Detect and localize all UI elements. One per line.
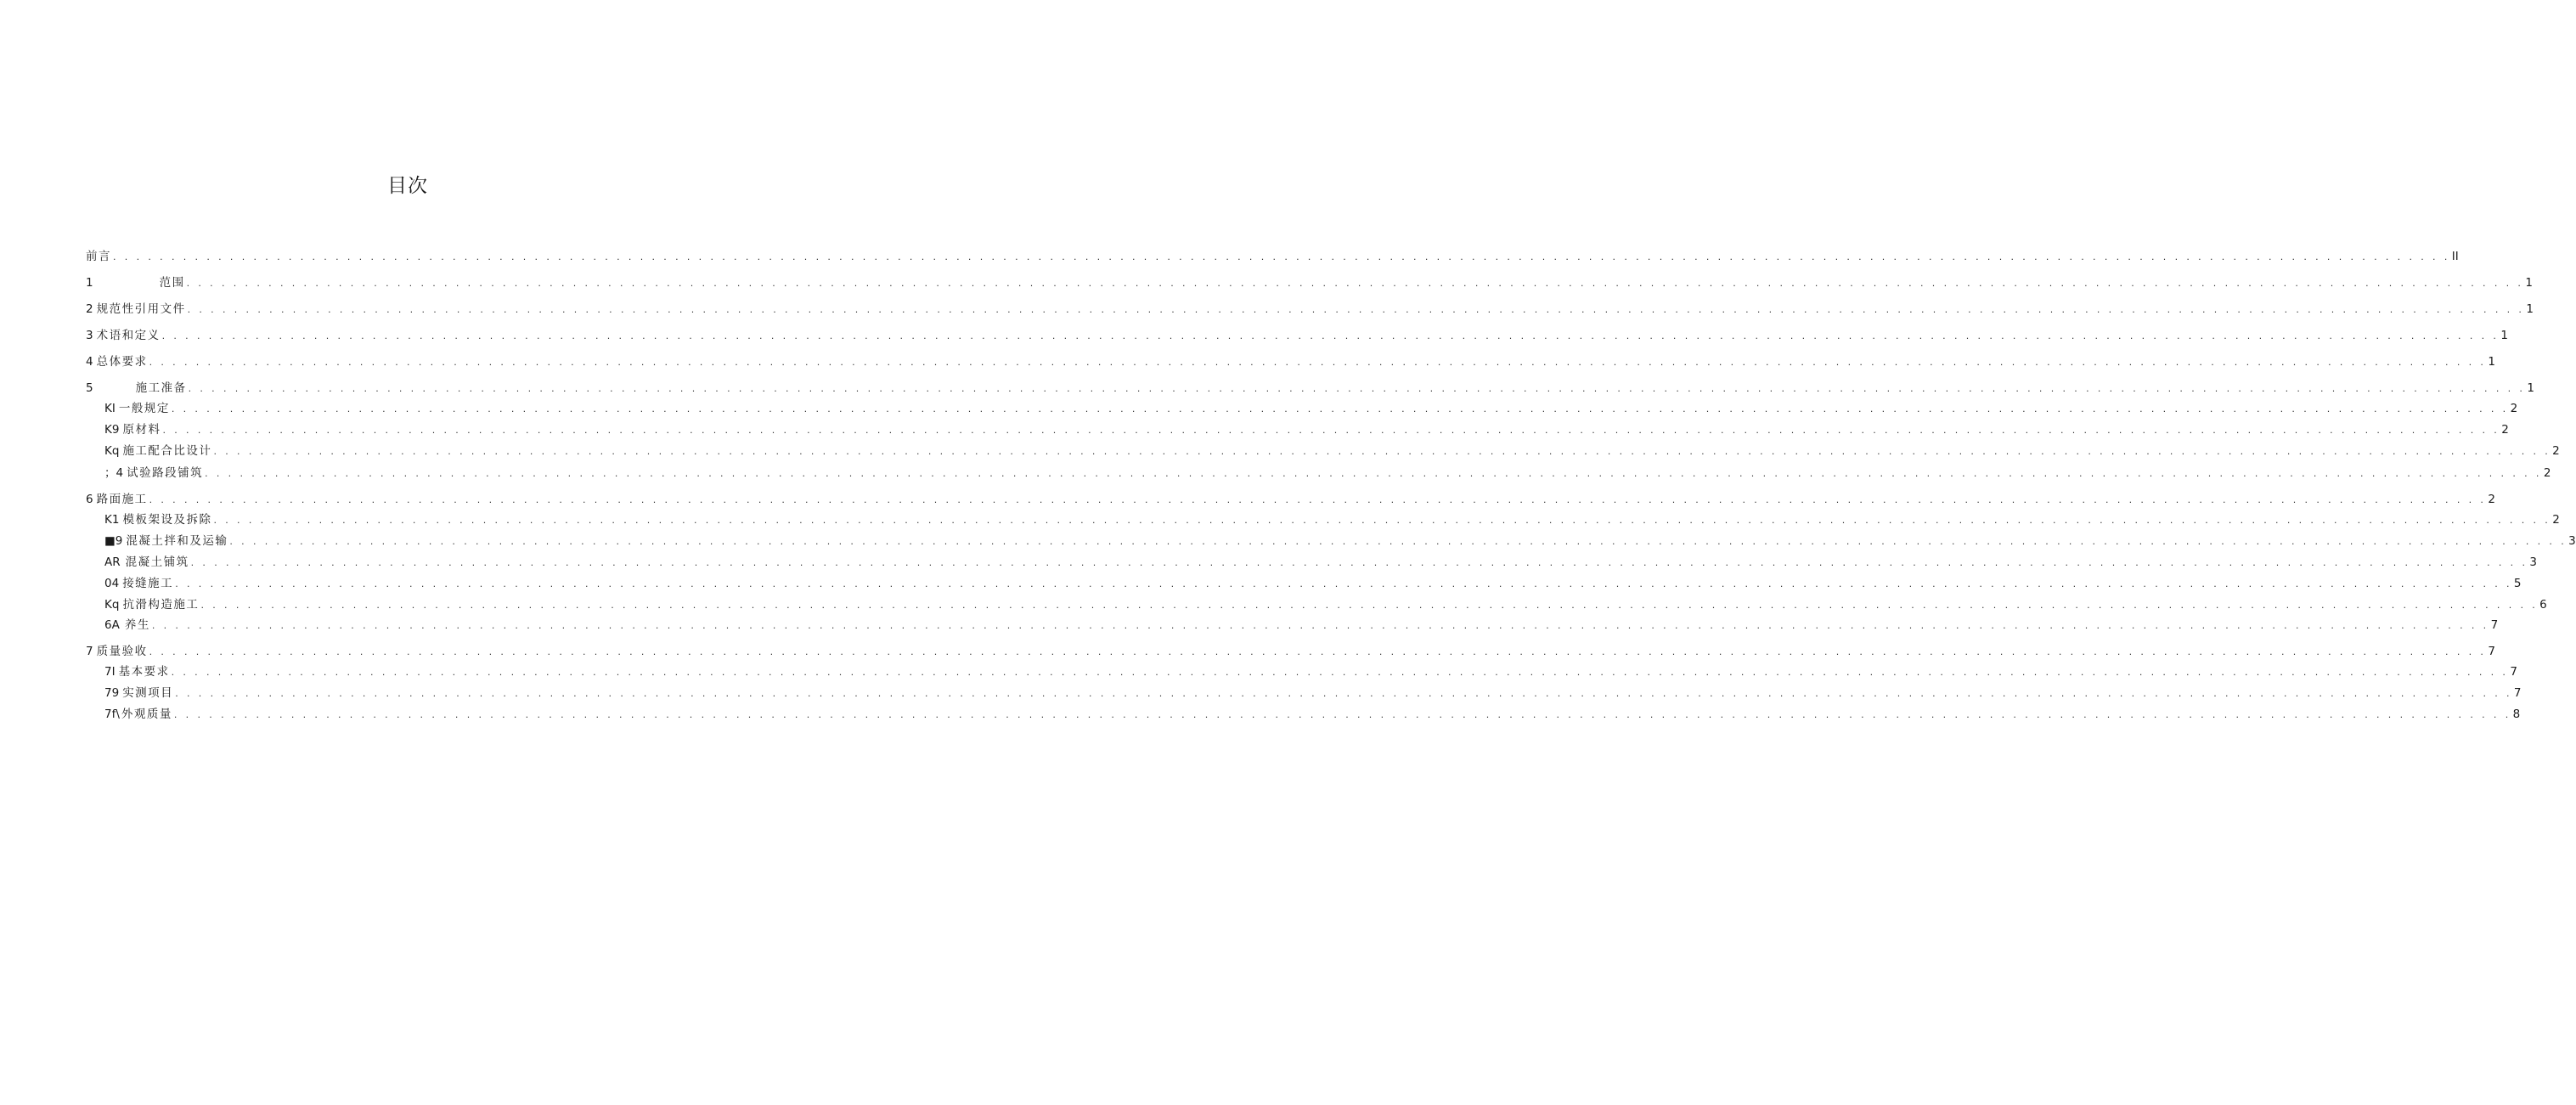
toc-entry-number: 04: [104, 577, 120, 590]
toc-dot-leader: . . . . . . . . . . . . . . . . . . . . . . . . . . . . . . . . . . . . . . . . . . . . . . . . . . . . . . . . . . . . . . . . . . . . . . . . . . . . . . . . . . . . . . . . . . . . . . . . . . . . . . . . . . . . . . . . . . . . . . . . . . . . . . . . . . . . . . . . . . . . . . . . . . . . . . . . . . . . . . . . . . . . . . . . . . . . . . . . . . . . . . . . . . . . . . . . . . . . . . . .: [173, 709, 2511, 720]
toc-entry[interactable]: [86, 274, 2533, 292]
toc-dot-leader: . . . . . . . . . . . . . . . . . . . . . . . . . . . . . . . . . . . . . . . . . . . . . . . . . . . . . . . . . . . . . . . . . . . . . . . . . . . . . . . . . . . . . . . . . . . . . . . . . . . . . . . . . . . . . . . . . . . . . . . . . . . . . . . . . . . . . . . . . . . . . . . . . . . . . . . . . . . . . . . . . . . . . . . . . . . . . . . . . . . . . . . . . . . . . . . . . . . . . . . .: [161, 330, 2500, 341]
toc-entry-number: 6: [86, 493, 93, 506]
toc-entry[interactable]: [104, 511, 2560, 529]
toc-entry-page-number: 7: [2513, 686, 2522, 700]
toc-entry-page-number: 2: [2501, 423, 2509, 437]
toc-entry-page-number: 1: [2526, 302, 2534, 316]
toc-dot-leader: . . . . . . . . . . . . . . . . . . . . . . . . . . . . . . . . . . . . . . . . . . . . . . . . . . . . . . . . . . . . . . . . . . . . . . . . . . . . . . . . . . . . . . . . . . . . . . . . . . . . . . . . . . . . . . . . . . . . . . . . . . . . . . . . . . . . . . . . . . . . . . . . . . . . . . . . . . . . . . . . . . . . . . . . . . . . . . . . . . . . . . . . . . . . . . . . . . . . . . . .: [113, 251, 2450, 262]
toc-entry[interactable]: [86, 491, 2495, 509]
toc-dot-leader: . . . . . . . . . . . . . . . . . . . . . . . . . . . . . . . . . . . . . . . . . . . . . . . . . . . . . . . . . . . . . . . . . . . . . . . . . . . . . . . . . . . . . . . . . . . . . . . . . . . . . . . . . . . . . . . . . . . . . . . . . . . . . . . . . . . . . . . . . . . . . . . . . . . . . . . . . . . . . . . . . . . . . . . . . . . . . . . . . . . . . . . . . . . . . . . . . . . . . . . .: [149, 357, 2487, 368]
toc-entry-title: 混凝土铺筑: [125, 555, 189, 569]
toc-entry[interactable]: [86, 643, 2495, 661]
toc-entry-page-number: 2: [2543, 466, 2551, 480]
toc-entry-page-number: 2: [2552, 444, 2560, 458]
toc-dot-leader: . . . . . . . . . . . . . . . . . . . . . . . . . . . . . . . . . . . . . . . . . . . . . . . . . . . . . . . . . . . . . . . . . . . . . . . . . . . . . . . . . . . . . . . . . . . . . . . . . . . . . . . . . . . . . . . . . . . . . . . . . . . . . . . . . . . . . . . . . . . . . . . . . . . . . . . . . . . . . . . . . . . . . . . . . . . . . . . . . . . . . . . . . . . . . . . . . . . . . . . .: [186, 278, 2524, 289]
toc-dot-leader: . . . . . . . . . . . . . . . . . . . . . . . . . . . . . . . . . . . . . . . . . . . . . . . . . . . . . . . . . . . . . . . . . . . . . . . . . . . . . . . . . . . . . . . . . . . . . . . . . . . . . . . . . . . . . . . . . . . . . . . . . . . . . . . . . . . . . . . . . . . . . . . . . . . . . . . . . . . . . . . . . . . . . . . . . . . . . . . . . . . . . . . . . . . . . . . . . . . . . . . .: [187, 304, 2525, 315]
toc-dot-leader: . . . . . . . . . . . . . . . . . . . . . . . . . . . . . . . . . . . . . . . . . . . . . . . . . . . . . . . . . . . . . . . . . . . . . . . . . . . . . . . . . . . . . . . . . . . . . . . . . . . . . . . . . . . . . . . . . . . . . . . . . . . . . . . . . . . . . . . . . . . . . . . . . . . . . . . . . . . . . . . . . . . . . . . . . . . . . . . . . . . . . . . . . . . . . . . . . . . . . . . .: [162, 425, 2500, 436]
toc-entry-title: 路面施工: [96, 493, 148, 506]
toc-dot-leader: . . . . . . . . . . . . . . . . . . . . . . . . . . . . . . . . . . . . . . . . . . . . . . . . . . . . . . . . . . . . . . . . . . . . . . . . . . . . . . . . . . . . . . . . . . . . . . . . . . . . . . . . . . . . . . . . . . . . . . . . . . . . . . . . . . . . . . . . . . . . . . . . . . . . . . . . . . . . . . . . . . . . . . . . . . . . . . . . . . . . . . . . . . . . . . . . . . . . . . . .: [213, 515, 2551, 526]
toc-entry-number: 3: [86, 329, 93, 342]
toc-entry[interactable]: [86, 301, 2534, 319]
toc-entry[interactable]: [104, 465, 2551, 482]
toc-entry-number: 1: [86, 276, 93, 290]
toc-dot-leader: . . . . . . . . . . . . . . . . . . . . . . . . . . . . . . . . . . . . . . . . . . . . . . . . . . . . . . . . . . . . . . . . . . . . . . . . . . . . . . . . . . . . . . . . . . . . . . . . . . . . . . . . . . . . . . . . . . . . . . . . . . . . . . . . . . . . . . . . . . . . . . . . . . . . . . . . . . . . . . . . . . . . . . . . . . . . . . . . . . . . . . . . . . . . . . . . . . . . . . . .: [171, 403, 2509, 414]
toc-entry-number: 2: [86, 302, 93, 316]
toc-entry[interactable]: [104, 400, 2518, 418]
toc-entry-title: 施工配合比设计: [122, 444, 212, 458]
toc-entry-page-number: 3: [2529, 555, 2537, 569]
toc-entry-number: ；4: [104, 466, 124, 480]
toc-entry-title: 规范性引用文件: [96, 302, 186, 316]
toc-entry[interactable]: [104, 663, 2517, 681]
toc-entry-title: 术语和定义: [96, 329, 161, 342]
toc-dot-leader: . . . . . . . . . . . . . . . . . . . . . . . . . . . . . . . . . . . . . . . . . . . . . . . . . . . . . . . . . . . . . . . . . . . . . . . . . . . . . . . . . . . . . . . . . . . . . . . . . . . . . . . . . . . . . . . . . . . . . . . . . . . . . . . . . . . . . . . . . . . . . . . . . . . . . . . . . . . . . . . . . . . . . . . . . . . . . . . . . . . . . . . . . . . . . . . . . . . . . . . .: [229, 536, 2568, 547]
toc-entry-title: 基本要求: [118, 665, 170, 679]
toc-entry[interactable]: [104, 533, 2576, 550]
toc-entry-title: 养生: [124, 618, 150, 632]
toc-entry-number: KI: [104, 402, 116, 415]
toc-entry-title: 接缝施工: [122, 577, 174, 590]
toc-entry-page-number: 7: [2488, 645, 2495, 658]
toc-entry-number: 79: [104, 686, 120, 700]
toc-dot-leader: . . . . . . . . . . . . . . . . . . . . . . . . . . . . . . . . . . . . . . . . . . . . . . . . . . . . . . . . . . . . . . . . . . . . . . . . . . . . . . . . . . . . . . . . . . . . . . . . . . . . . . . . . . . . . . . . . . . . . . . . . . . . . . . . . . . . . . . . . . . . . . . . . . . . . . . . . . . . . . . . . . . . . . . . . . . . . . . . . . . . . . . . . . . . . . . . . . . . . . . .: [151, 620, 2489, 631]
toc-entry-title: 试验路段铺筑: [127, 466, 204, 480]
toc-entry-page-number: 7: [2510, 665, 2517, 679]
toc-dot-leader: . . . . . . . . . . . . . . . . . . . . . . . . . . . . . . . . . . . . . . . . . . . . . . . . . . . . . . . . . . . . . . . . . . . . . . . . . . . . . . . . . . . . . . . . . . . . . . . . . . . . . . . . . . . . . . . . . . . . . . . . . . . . . . . . . . . . . . . . . . . . . . . . . . . . . . . . . . . . . . . . . . . . . . . . . . . . . . . . . . . . . . . . . . . . . . . . . . . . . . . .: [149, 646, 2487, 657]
toc-entry-number: Kq: [104, 598, 120, 612]
page-title: 目次: [387, 175, 428, 197]
toc-entry-title: 抗滑构造施工: [122, 598, 200, 612]
toc-entry-title: 范围: [159, 276, 185, 290]
toc-entry-number: 4: [86, 355, 93, 369]
toc-entry[interactable]: [86, 353, 2495, 371]
toc-dot-leader: . . . . . . . . . . . . . . . . . . . . . . . . . . . . . . . . . . . . . . . . . . . . . . . . . . . . . . . . . . . . . . . . . . . . . . . . . . . . . . . . . . . . . . . . . . . . . . . . . . . . . . . . . . . . . . . . . . . . . . . . . . . . . . . . . . . . . . . . . . . . . . . . . . . . . . . . . . . . . . . . . . . . . . . . . . . . . . . . . . . . . . . . . . . . . . . . . . . . . . . .: [175, 578, 2512, 589]
toc-entry[interactable]: [86, 248, 2459, 266]
toc-entry-page-number: 1: [2525, 276, 2533, 290]
toc-entry-number: 7f\: [104, 708, 120, 721]
toc-entry-number: 6A: [104, 618, 120, 632]
toc-entry[interactable]: [104, 575, 2522, 593]
toc-entry-page-number: 1: [2488, 355, 2495, 369]
toc-entry[interactable]: [104, 421, 2509, 439]
toc-entry[interactable]: [86, 380, 2534, 397]
toc-entry-number: 7: [86, 645, 93, 658]
toc-entry-title: 外观质量: [121, 708, 172, 721]
toc-entry-title: 总体要求: [96, 355, 148, 369]
toc-dot-leader: . . . . . . . . . . . . . . . . . . . . . . . . . . . . . . . . . . . . . . . . . . . . . . . . . . . . . . . . . . . . . . . . . . . . . . . . . . . . . . . . . . . . . . . . . . . . . . . . . . . . . . . . . . . . . . . . . . . . . . . . . . . . . . . . . . . . . . . . . . . . . . . . . . . . . . . . . . . . . . . . . . . . . . . . . . . . . . . . . . . . . . . . . . . . . . . . . . . . . . . .: [175, 688, 2512, 699]
toc-dot-leader: . . . . . . . . . . . . . . . . . . . . . . . . . . . . . . . . . . . . . . . . . . . . . . . . . . . . . . . . . . . . . . . . . . . . . . . . . . . . . . . . . . . . . . . . . . . . . . . . . . . . . . . . . . . . . . . . . . . . . . . . . . . . . . . . . . . . . . . . . . . . . . . . . . . . . . . . . . . . . . . . . . . . . . . . . . . . . . . . . . . . . . . . . . . . . . . . . . . . . . . .: [190, 557, 2528, 568]
toc-dot-leader: . . . . . . . . . . . . . . . . . . . . . . . . . . . . . . . . . . . . . . . . . . . . . . . . . . . . . . . . . . . . . . . . . . . . . . . . . . . . . . . . . . . . . . . . . . . . . . . . . . . . . . . . . . . . . . . . . . . . . . . . . . . . . . . . . . . . . . . . . . . . . . . . . . . . . . . . . . . . . . . . . . . . . . . . . . . . . . . . . . . . . . . . . . . . . . . . . . . . . . . .: [200, 600, 2539, 611]
toc-entry[interactable]: [104, 706, 2521, 724]
toc-entry-title: 前言: [86, 250, 111, 263]
toc-entry-page-number: 1: [2527, 381, 2534, 395]
toc-entry-page-number: 2: [2488, 493, 2495, 506]
toc-entry-title: 实测项目: [122, 686, 174, 700]
toc-dot-leader: . . . . . . . . . . . . . . . . . . . . . . . . . . . . . . . . . . . . . . . . . . . . . . . . . . . . . . . . . . . . . . . . . . . . . . . . . . . . . . . . . . . . . . . . . . . . . . . . . . . . . . . . . . . . . . . . . . . . . . . . . . . . . . . . . . . . . . . . . . . . . . . . . . . . . . . . . . . . . . . . . . . . . . . . . . . . . . . . . . . . . . . . . . . . . . . . . . . . . . . .: [188, 383, 2526, 394]
toc-dot-leader: . . . . . . . . . . . . . . . . . . . . . . . . . . . . . . . . . . . . . . . . . . . . . . . . . . . . . . . . . . . . . . . . . . . . . . . . . . . . . . . . . . . . . . . . . . . . . . . . . . . . . . . . . . . . . . . . . . . . . . . . . . . . . . . . . . . . . . . . . . . . . . . . . . . . . . . . . . . . . . . . . . . . . . . . . . . . . . . . . . . . . . . . . . . . . . . . . . . . . . . .: [213, 446, 2551, 457]
toc-entry[interactable]: [104, 617, 2499, 634]
toc-entry-page-number: 8: [2512, 708, 2521, 721]
toc-entry[interactable]: [104, 685, 2522, 702]
toc-entry-page-number: 5: [2513, 577, 2522, 590]
toc-entry-number: 5: [86, 381, 93, 395]
toc-entry[interactable]: [86, 327, 2508, 345]
toc-entry-page-number: 7: [2490, 618, 2499, 632]
toc-dot-leader: . . . . . . . . . . . . . . . . . . . . . . . . . . . . . . . . . . . . . . . . . . . . . . . . . . . . . . . . . . . . . . . . . . . . . . . . . . . . . . . . . . . . . . . . . . . . . . . . . . . . . . . . . . . . . . . . . . . . . . . . . . . . . . . . . . . . . . . . . . . . . . . . . . . . . . . . . . . . . . . . . . . . . . . . . . . . . . . . . . . . . . . . . . . . . . . . . . . . . . . .: [149, 494, 2487, 505]
toc-entry[interactable]: [104, 596, 2547, 614]
toc-entry-title: 原材料: [122, 423, 161, 437]
toc-entry-number: Kq: [104, 444, 120, 458]
toc-entry-page-number: 1: [2500, 329, 2508, 342]
toc-dot-leader: . . . . . . . . . . . . . . . . . . . . . . . . . . . . . . . . . . . . . . . . . . . . . . . . . . . . . . . . . . . . . . . . . . . . . . . . . . . . . . . . . . . . . . . . . . . . . . . . . . . . . . . . . . . . . . . . . . . . . . . . . . . . . . . . . . . . . . . . . . . . . . . . . . . . . . . . . . . . . . . . . . . . . . . . . . . . . . . . . . . . . . . . . . . . . . . . . . . . . . . .: [171, 667, 2509, 678]
toc-entry-page-number: 6: [2539, 598, 2547, 612]
toc-entry-page-number: 2: [2510, 402, 2518, 415]
toc-entry-number: AR: [104, 555, 121, 569]
toc-dot-leader: . . . . . . . . . . . . . . . . . . . . . . . . . . . . . . . . . . . . . . . . . . . . . . . . . . . . . . . . . . . . . . . . . . . . . . . . . . . . . . . . . . . . . . . . . . . . . . . . . . . . . . . . . . . . . . . . . . . . . . . . . . . . . . . . . . . . . . . . . . . . . . . . . . . . . . . . . . . . . . . . . . . . . . . . . . . . . . . . . . . . . . . . . . . . . . . . . . . . . . . .: [205, 468, 2542, 479]
toc-entry-title: 混凝土拌和及运输: [126, 534, 228, 548]
toc-entry-title: 施工准备: [135, 381, 187, 395]
toc-entry-number: K9: [104, 423, 120, 437]
toc-entry-number: 7I: [104, 665, 116, 679]
toc-entry-page-number: 3: [2568, 534, 2576, 548]
toc-entry-title: 一般规定: [118, 402, 170, 415]
toc-entry[interactable]: [104, 554, 2537, 572]
toc-entry[interactable]: [104, 443, 2560, 460]
toc-entry-title: 质量验收: [96, 645, 148, 658]
toc-entry-page-number: 2: [2552, 513, 2560, 527]
toc-entry-page-number: II: [2451, 250, 2459, 263]
toc-entry-number: K1: [104, 513, 120, 527]
toc-entry-number: ■9: [104, 534, 123, 548]
toc-entry-title: 模板架设及拆除: [122, 513, 212, 527]
